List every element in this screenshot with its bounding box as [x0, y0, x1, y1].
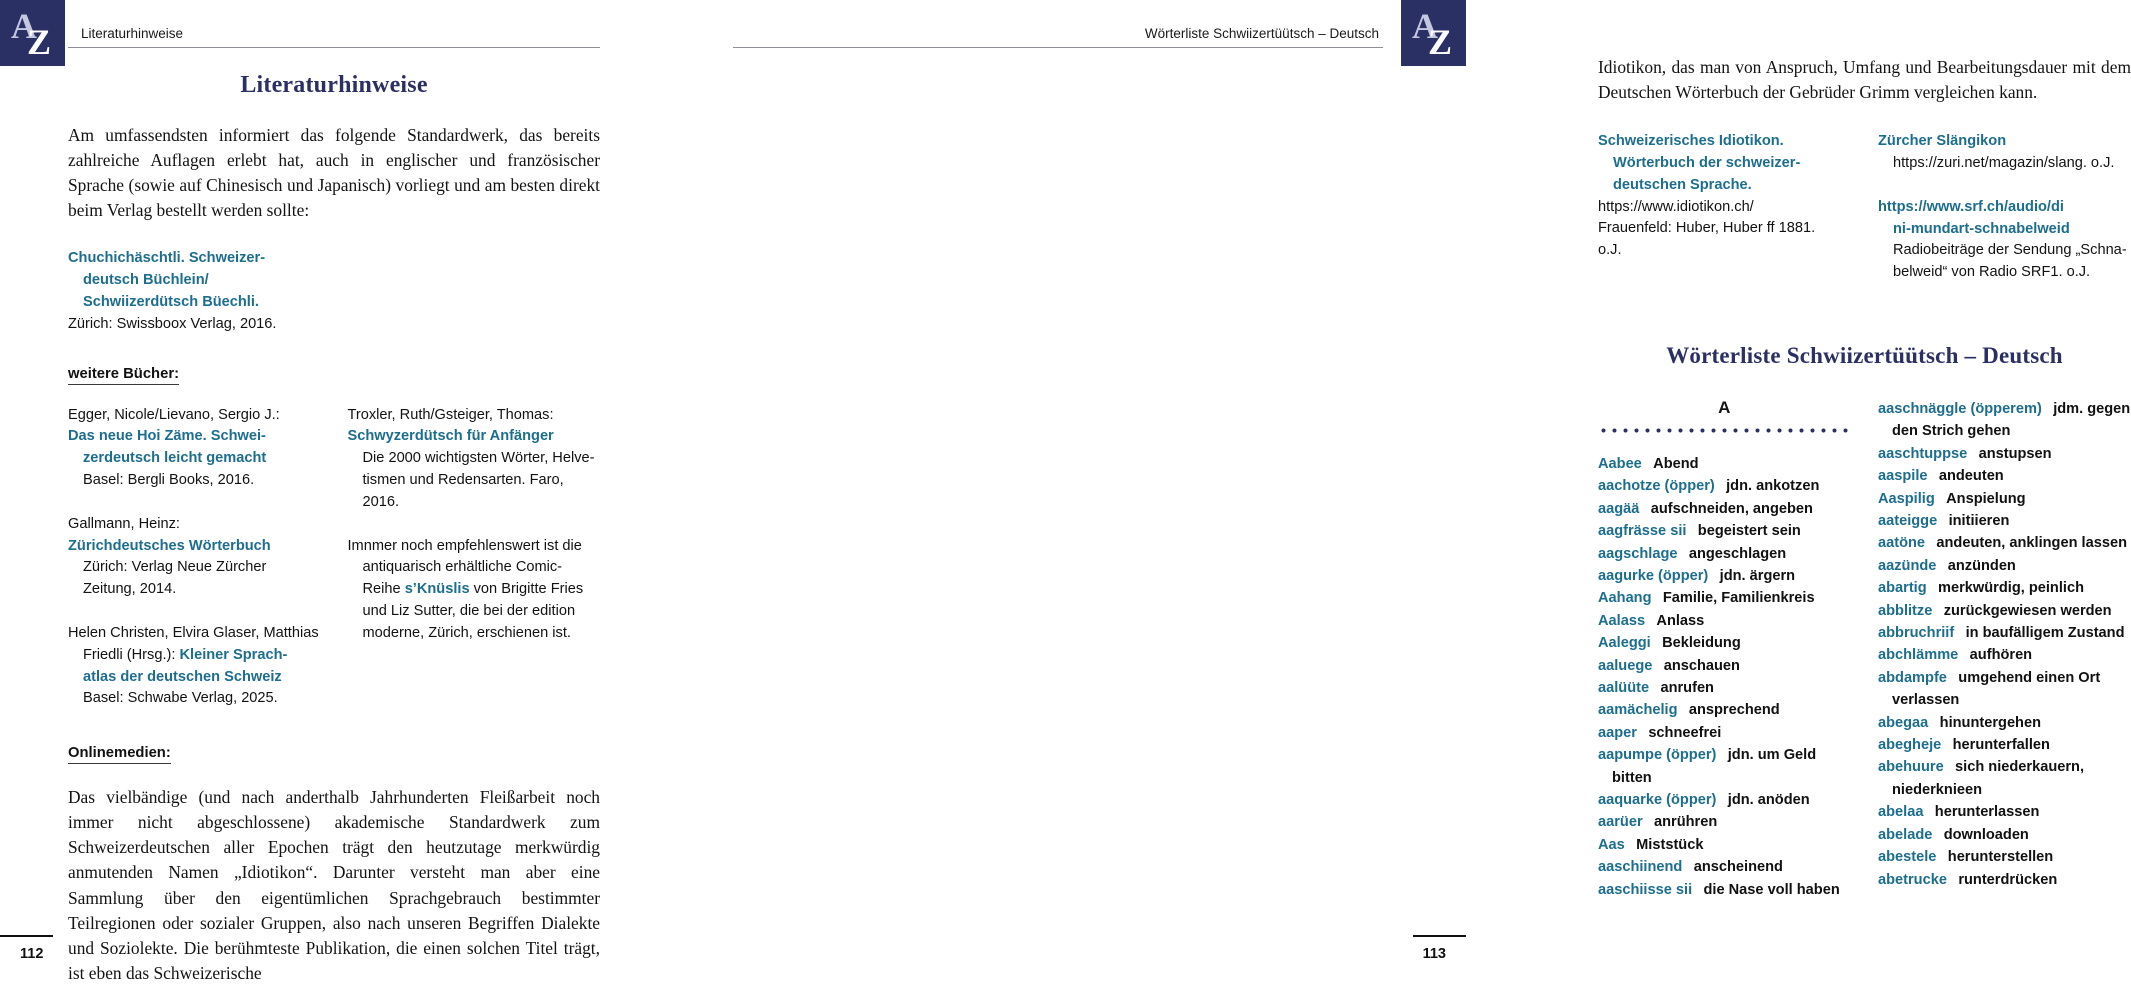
entry-headword: aaper: [1598, 724, 1637, 741]
subhead-onlinemedien: Onlinemedien:: [68, 745, 171, 764]
entry-gloss: schneefrei: [1648, 724, 1722, 741]
entry-headword: Aahang: [1598, 590, 1652, 607]
entry-gloss: andeuten, anklingen lassen: [1936, 535, 2127, 552]
dictionary-entry: [1878, 644, 2131, 666]
text-frame-left: [68, 72, 600, 986]
entry-gloss: jdn. um Geld bitten: [1612, 747, 1817, 786]
dictionary-entry: [1598, 453, 1851, 475]
entry-headword: aaquarke (öpper): [1598, 792, 1717, 809]
entry-gloss: angeschlagen: [1688, 545, 1787, 562]
entry-gloss: herunterfallen: [1952, 737, 2050, 754]
running-head-rule: [733, 47, 1383, 48]
entry-headword: abegaa: [1878, 714, 1929, 731]
entry-gloss: die Nase voll haben: [1703, 881, 1840, 898]
main-book-title-line1: Chuchichäschtli. Schweizer-: [68, 250, 266, 267]
entry-gloss: in baufälligem Zustand: [1965, 625, 2125, 642]
dictionary-entry: [1598, 722, 1851, 744]
dictionary-entry: [1878, 801, 2131, 823]
running-head-left: [68, 20, 600, 48]
online-url[interactable]: https://zuri.net/magazin/slang. o.J.: [1893, 154, 2115, 171]
svg-text:A: A: [1412, 6, 1438, 46]
entry-gloss: jdn. ärgern: [1719, 568, 1796, 584]
comic-note-before: Imnmer noch empfehlenswert ist die antiquarisch erhältliche Comic-Reihe: [347, 537, 582, 598]
book-imprint: Basel: Schwabe Verlag, 2025.: [83, 690, 278, 707]
entry-headword: abelaa: [1878, 804, 1924, 821]
dictionary-entry: [1878, 600, 2131, 622]
intro-paragraph: Am umfassendsten informiert das folgende Standardwerk, das bereits zahlreiche Auflagen erlebt hat, auch in englischer und französischer Sprache (sowie auf Chinesisch und Japanisch) vorliegt und am besten direkt beim Verlag bestellt werden sollte:: [68, 125, 600, 221]
entry-gloss: runterdrücken: [1958, 871, 2058, 888]
running-head-left-text: Literaturhinweise: [81, 26, 184, 41]
online-title-line3: deutschen Sprache.: [1613, 176, 1752, 193]
text-frame-right: [1598, 55, 2131, 901]
entry-gloss: Abend: [1653, 455, 1699, 472]
online-intro-paragraph: Das vielbändige (und nach anderthalb Jahrhunderten Fleißarbeit noch immer nicht abgeschlossene) akademische Standardwerk zum Schweizerdeutschen aller Epochen trägt den heutzutage merkwürdig anmutenden Namen „Idiotikon“. Darunter versteht man aber eine Sammlung über den eigentümlichen Sprachgebrauch bestimmter Teilregionen oder sozialer Gruppen, also nach unseren Begriffen Dialekte und Soziolekte. Die berühmteste Publikation, die einen solchen Titel trägt, ist eben das Schweizerische: [68, 787, 600, 983]
wordlist-title: Wörterliste Schwiizertüütsch – Deutsch: [1666, 342, 2063, 368]
entry-headword: aagschlage: [1598, 545, 1678, 562]
entry-gloss: anzünden: [1947, 557, 2016, 574]
dictionary-entry: [1598, 587, 1851, 609]
online-title-line1: Schweizerisches Idiotikon.: [1598, 133, 1784, 150]
books-column-2: [348, 405, 601, 711]
entry-headword: abetrucke: [1878, 871, 1947, 888]
entry-gloss: jdn. ankotzen: [1726, 478, 1820, 495]
book-author-with-title: [68, 623, 321, 667]
online-column-2: [1878, 131, 2131, 284]
dictionary-entry: [1598, 520, 1851, 542]
dictionary-entry-list: [1598, 453, 1851, 901]
online-entry: [1878, 131, 2131, 175]
dictionary-entry: [1878, 465, 2131, 487]
dictionary-entry: [1598, 811, 1851, 833]
entry-headword: aaschtuppse: [1878, 445, 1968, 462]
entry-headword: Aaspilig: [1878, 490, 1935, 507]
online-entry: [1598, 131, 1851, 262]
entry-gloss: Familie, Familienkreis: [1662, 590, 1815, 607]
entry-headword: abbruchriif: [1878, 625, 1955, 642]
books-column-1: [68, 405, 321, 711]
dictionary-entry: [1598, 834, 1851, 856]
entry-headword: aalüüte: [1598, 680, 1650, 697]
book-author: Helen Christen, Elvira Glaser, Matthias Friedli (Hrsg.):: [68, 624, 319, 663]
comic-note-title: s’Knüslis: [404, 581, 470, 598]
dictionary-entry: [1878, 577, 2131, 599]
dictionary-entry: [1598, 744, 1851, 789]
entry-headword: Aabee: [1598, 455, 1642, 472]
running-head-rule: [68, 47, 600, 48]
entry-headword: aapumpe (öpper): [1598, 747, 1717, 764]
entry-headword: aatöne: [1878, 535, 1926, 552]
main-book-entry: [68, 248, 600, 335]
entry-gloss: initiieren: [1948, 513, 2010, 529]
entry-gloss: Anlass: [1656, 612, 1705, 629]
book-title-line2: zerdeutsch leicht gemacht: [83, 450, 267, 467]
online-title-line1: Zürcher Slängikon: [1878, 133, 2007, 150]
dictionary-entry: [1878, 443, 2131, 465]
folio-rule-left: [0, 935, 53, 937]
entry-gloss: Bekleidung: [1662, 635, 1741, 652]
folio-rule-right: [1413, 935, 1466, 937]
entry-headword: aateigge: [1878, 513, 1938, 529]
dictionary-entry: [1598, 543, 1851, 565]
online-title-line1[interactable]: https://www.srf.ch/audio/di: [1878, 198, 2064, 215]
dictionary-entry-list: [1878, 398, 2131, 891]
entry-gloss: hinuntergehen: [1939, 714, 2042, 731]
entry-headword: Aas: [1598, 836, 1625, 853]
entry-headword: abartig: [1878, 580, 1927, 597]
entry-gloss: ansprechend: [1688, 702, 1780, 719]
entry-headword: aachotze (öpper): [1598, 478, 1715, 495]
entry-gloss: anscheinend: [1693, 859, 1783, 876]
main-book-title-line2: deutsch Büchlein/: [83, 272, 209, 289]
entry-headword: aazünde: [1878, 557, 1937, 574]
book-author: Gallmann, Heinz:: [68, 515, 180, 532]
dictionary-entry: [1878, 532, 2131, 554]
dictionary-entry: [1598, 498, 1851, 520]
entry-headword: aagurke (öpper): [1598, 568, 1709, 584]
entry-gloss: begeistert sein: [1697, 523, 1801, 540]
dictionary-entry: [1598, 632, 1851, 654]
dictionary-entry: [1878, 734, 2131, 756]
entry-headword: aaspile: [1878, 468, 1928, 485]
entry-gloss: anrufen: [1660, 680, 1714, 697]
book-title-line2: atlas der deutschen Schweiz: [83, 668, 282, 685]
az-logo-icon: [0, 0, 65, 66]
book-title-line1: Kleiner Sprach-: [179, 646, 288, 663]
dictionary-entry: [1878, 398, 2131, 443]
book-entry: [68, 514, 321, 601]
book-imprint: Basel: Bergli Books, 2016.: [83, 471, 255, 488]
entry-headword: aaschnäggle (öpperem): [1878, 400, 2042, 417]
wordlist-two-column: [1598, 398, 2131, 901]
entry-gloss: anstupsen: [1978, 445, 2052, 462]
book-author: Egger, Nicole/Lievano, Sergio J.:: [68, 406, 280, 423]
dictionary-entry: [1598, 610, 1851, 632]
entry-headword: aamächelig: [1598, 702, 1678, 719]
dictionary-entry: [1878, 846, 2131, 868]
book-entry: [68, 623, 321, 710]
dictionary-entry: [1598, 655, 1851, 677]
comic-note-after: von Brigitte Fries und Liz Sutter, die bei der edition moderne, Zürich, erschienen ist.: [362, 581, 584, 641]
svg-text:Z: Z: [1428, 22, 1453, 62]
entry-gloss: aufhören: [1969, 647, 2033, 664]
online-url[interactable]: https://www.idiotikon.ch/: [1598, 198, 1754, 215]
entry-gloss: anrühren: [1653, 814, 1718, 831]
folio-left: 112: [20, 946, 44, 962]
dictionary-entry: [1878, 555, 2131, 577]
entry-headword: Aaleggi: [1598, 635, 1651, 652]
entry-gloss: aufschneiden, angeben: [1650, 500, 1813, 517]
comic-note-text: [348, 536, 601, 645]
entry-gloss: zurückgewiesen werden: [1943, 602, 2112, 619]
running-head-right: [733, 20, 1383, 48]
wordlist-column-2: [1878, 398, 2131, 901]
entry-headword: Aalass: [1598, 612, 1646, 629]
page-right: [733, 0, 2131, 1000]
entry-gloss: herunterstellen: [1947, 849, 2054, 866]
book-entry: [348, 405, 601, 514]
book-title-line1: Zürichdeutsches Wörterbuch: [68, 537, 271, 554]
entry-headword: aagää: [1598, 500, 1640, 517]
entry-gloss: herunterlassen: [1934, 804, 2040, 821]
dictionary-entry: [1878, 510, 2131, 532]
books-two-column: [68, 405, 600, 711]
subhead-onlinemedien-wrap: [68, 744, 600, 764]
dictionary-entry: [1878, 488, 2131, 510]
online-column-1: [1598, 131, 1851, 284]
dictionary-entry: [1878, 824, 2131, 846]
entry-headword: abchlämme: [1878, 647, 1959, 664]
entry-headword: aaluege: [1598, 657, 1653, 674]
svg-text:A: A: [11, 6, 37, 46]
entry-headword: abegheje: [1878, 737, 1942, 754]
book-imprint: Zürich: Verlag Neue Zürcher Zeitung, 2014.: [83, 559, 267, 598]
entry-headword: abelade: [1878, 826, 1933, 843]
wordlist-column-1: [1598, 398, 1851, 901]
dictionary-entry: [1878, 756, 2131, 801]
subhead-weitere-buecher-wrap: [68, 365, 600, 385]
online-date: o.J.: [1598, 242, 1622, 259]
alpha-section-letter: A: [1718, 397, 1731, 417]
entry-headword: abdampfe: [1878, 669, 1947, 686]
entry-gloss: jdm. gegen den Strich gehen: [1892, 400, 2131, 440]
book-imprint: Die 2000 wichtigsten Wörter, Helvetismen und Redensarten. Faro, 2016.: [362, 450, 595, 510]
dictionary-entry: [1598, 565, 1851, 587]
dictionary-entry: [1598, 475, 1851, 497]
book-title-line1: Das neue Hoi Zäme. Schwei-: [68, 428, 266, 445]
page-title: Literaturhinweise: [240, 72, 428, 98]
dictionary-entry: [1598, 699, 1851, 721]
dictionary-entry: [1598, 856, 1851, 878]
online-title-line2[interactable]: ni-mundart-schnabelweid: [1893, 220, 2070, 237]
dictionary-entry: [1878, 869, 2131, 891]
dictionary-entry: [1598, 879, 1851, 901]
intro-continued-paragraph: Idiotikon, das man von Anspruch, Umfang und Bearbeitungsdauer mit dem Deutschen Wörterbuch der Gebrüder Grimm vergleichen kann.: [1598, 57, 2131, 103]
online-description: Radiobeiträge der Sendung „Schnabelweid“ von Radio SRF1. o.J.: [1893, 242, 2127, 281]
entry-gloss: Anspielung: [1946, 490, 2026, 507]
subhead-weitere-buecher: weitere Bücher:: [68, 366, 179, 385]
comic-note: [348, 536, 601, 645]
folio-right: 113: [1422, 946, 1446, 962]
az-logo-icon: [1401, 0, 1466, 66]
entry-headword: aagfrässe sii: [1598, 523, 1687, 540]
entry-gloss: anschauen: [1663, 657, 1740, 674]
online-title-line2: Wörterbuch der schweizer-: [1613, 154, 1801, 171]
entry-gloss: sich niederkauern, niederknieen: [1892, 759, 2085, 798]
entry-gloss: jdn. anöden: [1727, 792, 1810, 809]
online-imprint: Frauenfeld: Huber, Huber ff 1881.: [1598, 220, 1816, 237]
book-entry: [68, 405, 321, 492]
entry-headword: aaschiinend: [1598, 859, 1683, 876]
dictionary-entry: [1878, 712, 2131, 734]
entry-headword: abestele: [1878, 849, 1937, 866]
entry-gloss: merkwürdig, peinlich: [1938, 580, 2084, 597]
entry-gloss: downloaden: [1943, 826, 2029, 843]
entry-gloss: umgehend einen Ort verlassen: [1892, 669, 2101, 709]
alpha-dotted-rule: [1598, 428, 1851, 433]
dictionary-entry: [1598, 789, 1851, 811]
entry-headword: aarüer: [1598, 814, 1643, 831]
dictionary-entry: [1878, 622, 2131, 644]
entry-gloss: Miststück: [1636, 836, 1704, 853]
online-two-column: [1598, 131, 2131, 284]
entry-headword: abblitze: [1878, 602, 1933, 619]
book-author: Troxler, Ruth/Gsteiger, Thomas:: [347, 406, 554, 423]
dictionary-entry: [1598, 677, 1851, 699]
page-left: [0, 0, 733, 1000]
main-book-imprint: Zürich: Swissboox Verlag, 2016.: [68, 315, 277, 332]
entry-headword: abehuure: [1878, 759, 1944, 776]
running-head-right-text: Wörterliste Schwiizertüütsch – Deutsch: [1144, 26, 1379, 41]
entry-headword: aaschiisse sii: [1598, 881, 1693, 898]
main-book-title-line3: Schwiizerdütsch Büechli.: [83, 293, 259, 310]
dictionary-entry: [1878, 667, 2131, 712]
svg-text:Z: Z: [27, 22, 52, 62]
online-entry: [1878, 197, 2131, 284]
book-title-line1: Schwyzerdütsch für Anfänger: [347, 428, 554, 445]
entry-gloss: andeuten: [1938, 468, 2004, 485]
